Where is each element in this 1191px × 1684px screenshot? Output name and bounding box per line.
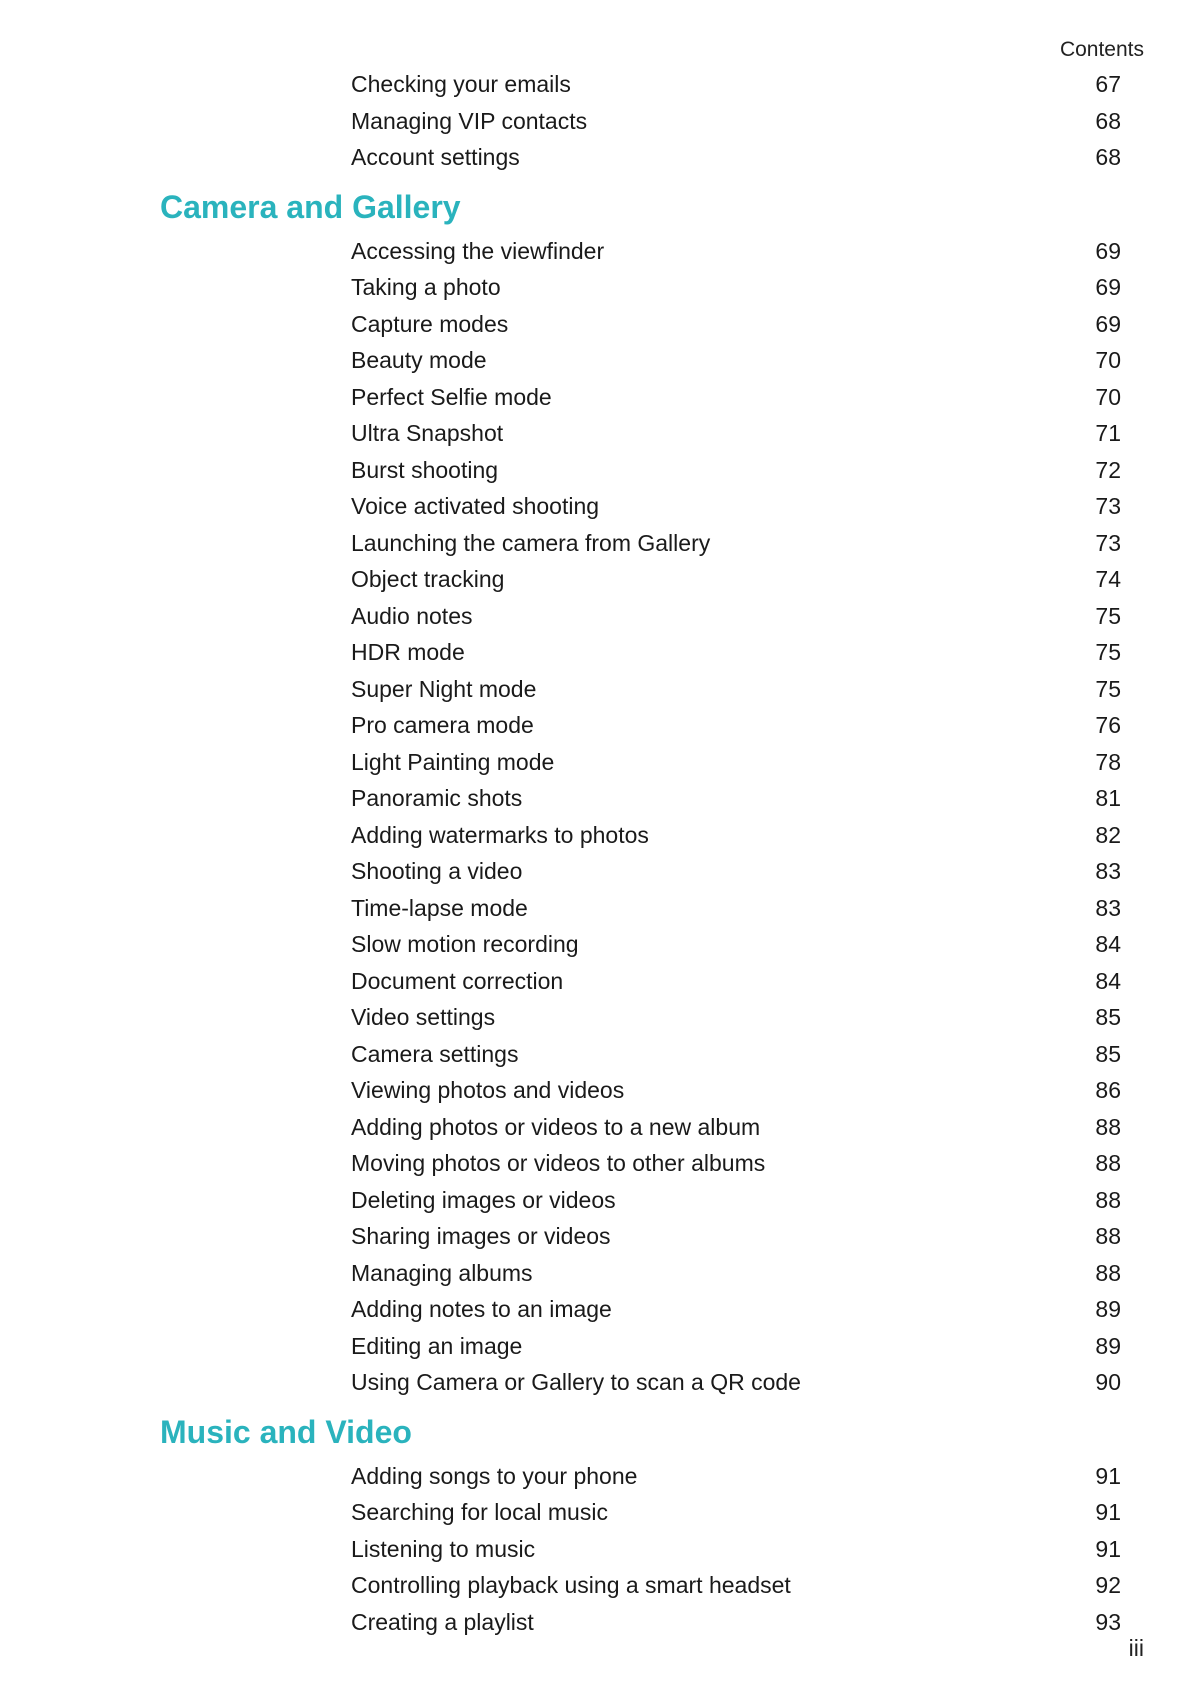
toc-entry-title: Using Camera or Gallery to scan a QR code — [351, 1369, 801, 1395]
toc-entry-page: 74 — [1095, 566, 1121, 592]
toc-entry[interactable] — [0, 233, 1191, 270]
toc-entry[interactable] — [0, 817, 1191, 854]
toc-entry-page: 93 — [1095, 1608, 1121, 1635]
toc-section — [0, 187, 1191, 1401]
toc-entry-title: Taking a photo — [351, 274, 501, 300]
toc-entry-title: Editing an image — [351, 1332, 523, 1359]
toc-entry[interactable] — [0, 379, 1191, 416]
toc-entry-page: 91 — [1095, 1535, 1121, 1562]
toc-entry[interactable] — [0, 744, 1191, 781]
toc-entry-title: Sharing images or videos — [351, 1223, 611, 1249]
toc-entry[interactable] — [0, 1604, 1191, 1641]
toc-entry-title: Shooting a video — [351, 858, 523, 884]
toc-entry[interactable] — [0, 1145, 1191, 1182]
toc-entry[interactable] — [0, 1255, 1191, 1292]
toc-entry-title: HDR mode — [351, 639, 465, 665]
toc-entry-page: 84 — [1095, 967, 1121, 994]
toc-entry-page: 91 — [1095, 1462, 1121, 1489]
toc-entry-page: 86 — [1095, 1077, 1121, 1103]
toc-entry-page: 81 — [1095, 785, 1121, 811]
toc-entry-page: 73 — [1095, 493, 1121, 519]
toc-entry-title: Adding photos or videos to a new album — [351, 1113, 761, 1140]
toc-entry-page: 85 — [1095, 1004, 1121, 1030]
toc-entry-page: 88 — [1095, 1223, 1121, 1249]
toc-entry-title: Super Night mode — [351, 675, 537, 702]
toc-entry-title: Camera settings — [351, 1040, 519, 1067]
toc-entry-title: Adding watermarks to photos — [351, 821, 649, 848]
toc-entry-page: 70 — [1095, 347, 1121, 373]
toc-entry-page: 88 — [1095, 1259, 1121, 1286]
toc-entry[interactable] — [0, 415, 1191, 452]
toc-entry-page: 69 — [1095, 237, 1121, 264]
toc-entry-title: Accessing the viewfinder — [351, 237, 605, 264]
toc-entry[interactable] — [0, 853, 1191, 890]
toc-entry-title: Burst shooting — [351, 456, 499, 483]
toc-entry-page: 92 — [1095, 1572, 1121, 1598]
toc-entry[interactable] — [0, 1494, 1191, 1531]
toc-entry-title: Document correction — [351, 967, 564, 994]
toc-entry-title: Object tracking — [351, 566, 505, 592]
toc-entry[interactable] — [0, 66, 1191, 103]
toc-entry[interactable] — [0, 1291, 1191, 1328]
toc-entry-page: 71 — [1095, 420, 1121, 446]
toc-entry-title: Beauty mode — [351, 347, 487, 373]
toc-entry[interactable] — [0, 1458, 1191, 1495]
toc-entry[interactable] — [0, 1218, 1191, 1255]
toc-entry-page: 82 — [1095, 821, 1121, 848]
toc-entry-title: Light Painting mode — [351, 748, 555, 775]
running-header: Contents — [1059, 38, 1144, 61]
toc-section — [0, 66, 1191, 176]
toc-entry-title: Adding songs to your phone — [351, 1462, 638, 1489]
toc-entry[interactable] — [0, 890, 1191, 927]
toc-entry-page: 88 — [1095, 1150, 1121, 1176]
toc-entry-title: Audio notes — [351, 602, 473, 629]
table-of-contents — [0, 66, 1191, 1640]
toc-entry[interactable] — [0, 488, 1191, 525]
toc-entry-title: Launching the camera from Gallery — [351, 529, 711, 556]
toc-entry-title: Listening to music — [351, 1535, 536, 1562]
toc-entry[interactable] — [0, 269, 1191, 306]
toc-section — [0, 1412, 1191, 1641]
toc-entry-title: Managing albums — [351, 1259, 533, 1286]
toc-entry-page: 70 — [1095, 383, 1121, 410]
toc-entry-title: Viewing photos and videos — [351, 1077, 625, 1103]
page-number: iii — [1128, 1635, 1144, 1661]
toc-entry[interactable] — [0, 1036, 1191, 1073]
toc-entry[interactable] — [0, 1364, 1191, 1401]
toc-entry[interactable] — [0, 598, 1191, 635]
toc-entry-page: 76 — [1095, 712, 1121, 738]
toc-entry[interactable] — [0, 306, 1191, 343]
toc-entry-page: 67 — [1095, 71, 1121, 97]
toc-entry[interactable] — [0, 926, 1191, 963]
toc-entry-title: Slow motion recording — [351, 931, 579, 957]
toc-entry-page: 75 — [1095, 639, 1121, 665]
toc-entry[interactable] — [0, 963, 1191, 1000]
toc-entry-page: 88 — [1095, 1186, 1121, 1213]
section-heading[interactable]: Music and Video — [160, 1413, 412, 1450]
toc-entry[interactable] — [0, 342, 1191, 379]
toc-entry-title: Capture modes — [351, 310, 509, 337]
toc-entry-page: 69 — [1095, 310, 1121, 337]
toc-entry-page: 91 — [1095, 1499, 1121, 1525]
toc-entry-page: 68 — [1095, 107, 1121, 134]
toc-entry-title: Account settings — [351, 144, 520, 170]
toc-entry-title: Ultra Snapshot — [351, 420, 504, 446]
toc-entry-title: Video settings — [351, 1004, 496, 1030]
toc-entry-page: 83 — [1095, 894, 1121, 921]
toc-entry-page: 89 — [1095, 1332, 1121, 1359]
toc-entry-page: 88 — [1095, 1113, 1121, 1140]
toc-entry-title: Deleting images or videos — [351, 1186, 616, 1213]
toc-entry-title: Perfect Selfie mode — [351, 383, 552, 410]
toc-entry[interactable] — [0, 999, 1191, 1036]
toc-entry-page: 89 — [1095, 1296, 1121, 1322]
toc-entry-title: Searching for local music — [351, 1499, 608, 1525]
toc-entry-page: 84 — [1095, 931, 1121, 957]
toc-entry-title: Panoramic shots — [351, 785, 523, 811]
toc-entry[interactable] — [0, 561, 1191, 598]
toc-entry-page: 75 — [1095, 602, 1121, 629]
toc-entry-title: Time-lapse mode — [351, 894, 528, 921]
toc-entry-title: Controlling playback using a smart headset — [351, 1572, 791, 1598]
toc-entry[interactable] — [0, 1072, 1191, 1109]
toc-entry-title: Adding notes to an image — [351, 1296, 612, 1322]
toc-entry[interactable] — [0, 1328, 1191, 1365]
toc-entry-page: 72 — [1095, 456, 1121, 483]
toc-entry[interactable] — [0, 1567, 1191, 1604]
toc-entry[interactable] — [0, 139, 1191, 176]
toc-entry-page: 69 — [1095, 274, 1121, 300]
toc-entry-page: 78 — [1095, 748, 1121, 775]
toc-entry-page: 73 — [1095, 529, 1121, 556]
toc-entry[interactable] — [0, 1531, 1191, 1568]
toc-entry-page: 68 — [1095, 144, 1121, 170]
toc-entry-page: 75 — [1095, 675, 1121, 702]
toc-entry-title: Creating a playlist — [351, 1608, 534, 1635]
toc-entry[interactable] — [0, 452, 1191, 489]
toc-entry[interactable] — [0, 1109, 1191, 1146]
toc-entry[interactable] — [0, 707, 1191, 744]
toc-entry-page: 90 — [1095, 1369, 1121, 1395]
toc-entry[interactable] — [0, 671, 1191, 708]
toc-entry[interactable] — [0, 1182, 1191, 1219]
toc-entry-page: 83 — [1095, 858, 1121, 884]
toc-entry[interactable] — [0, 525, 1191, 562]
toc-entry-title: Pro camera mode — [351, 712, 534, 738]
toc-entry-page: 85 — [1095, 1040, 1121, 1067]
toc-entry-title: Voice activated shooting — [351, 493, 600, 519]
toc-entry-title: Moving photos or videos to other albums — [351, 1150, 766, 1176]
toc-entry-title: Checking your emails — [351, 71, 571, 97]
toc-entry[interactable] — [0, 103, 1191, 140]
toc-entry[interactable] — [0, 780, 1191, 817]
toc-entry[interactable] — [0, 634, 1191, 671]
toc-entry-title: Managing VIP contacts — [351, 107, 588, 134]
section-heading[interactable]: Camera and Gallery — [160, 188, 461, 225]
